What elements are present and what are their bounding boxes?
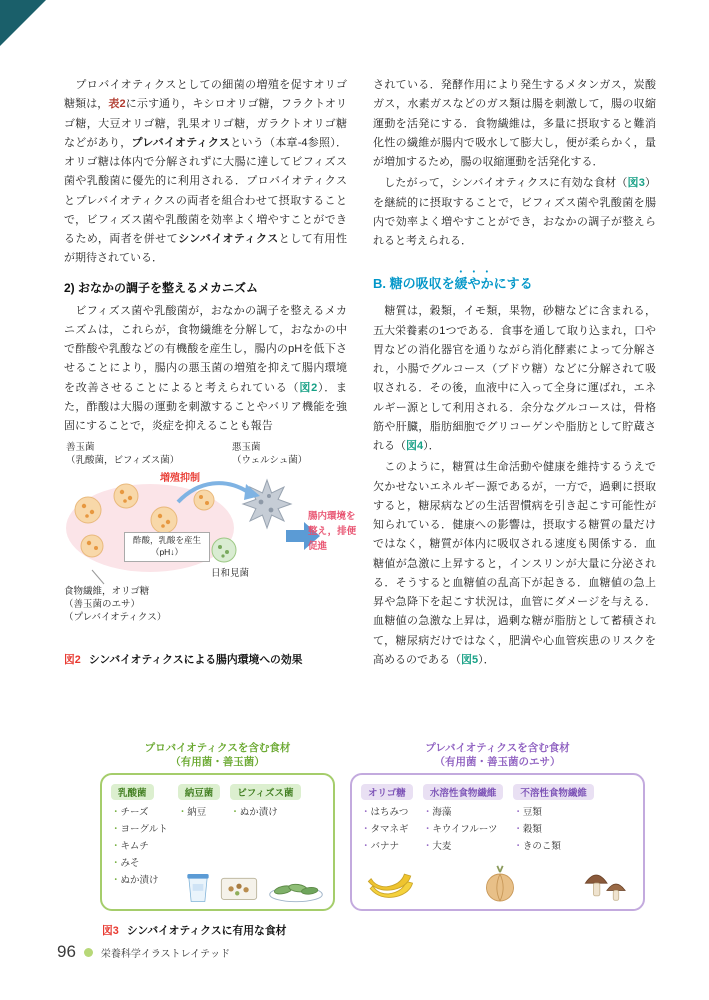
food-group-header: オリゴ糖 xyxy=(361,784,413,800)
neutral-bacteria-label: 日和見菌 xyxy=(210,568,249,580)
body-paragraph: したがって，シンバイオティクスに有効な食材（図3）を継続的に摂取することで，ビフィズス菌や乳酸菌を腸内で効率よく増やすことができ，おなかの調子が整えられると考えられる． xyxy=(373,177,656,247)
figure2-caption: 図2 シンバイオティクスによる腸内環境への効果 xyxy=(64,654,303,667)
suppression-label: 増殖抑制 xyxy=(160,473,200,485)
page-footer xyxy=(57,942,230,962)
neutral-bacteria-cell xyxy=(212,538,236,562)
food-list: ・ はちみつ ・ タマネギ ・ バナナ xyxy=(361,804,413,852)
acid-production-box: 酢酸，乳酸を産生（pH↓） xyxy=(124,532,210,562)
onion-icon xyxy=(482,863,518,903)
food-list: ・ 海藻 ・ キウイフルーツ ・ 大麦 xyxy=(423,804,504,852)
food-group-header: 納豆菌 xyxy=(178,784,221,800)
food-group-oligo xyxy=(361,783,413,852)
figure2-number: 図2 xyxy=(64,654,81,667)
food-list: ・ 納豆 xyxy=(178,804,221,818)
section-heading-2: 2) おなかの調子を整えるメカニズム xyxy=(64,280,259,295)
body-paragraph: プロバイオティクスとしての細菌の増殖を促すオリゴ糖類は，表2に示す通り，キシロオリゴ糖，フラクトオリゴ糖，大豆オリゴ糖，乳果オリゴ糖，ガラクトオリゴ糖などがあり，プレバイオティクスという（本章-4参照）．オリゴ糖は体内で分解されずに大腸に達してビフィズス菌や乳酸菌に優先的に利用される．プロバイオティクスとプレバイオティクスの両者を組合わせて摂取することで，ビフィズス菌や乳酸菌を効率よく増やすことができるため，両者を併せてシンバイオティクスとして有用性が期待されている． xyxy=(64,79,348,265)
prebiotics-box xyxy=(350,773,645,911)
figure-2-diagram xyxy=(64,442,357,644)
footer-series-label: 栄養科学イラストレイテッド xyxy=(100,948,231,960)
body-paragraph: 糖質は，穀類，イモ類，果物，砂糖などに含まれる，五大栄養素の1つである．食事を通して取り込まれ，口や胃などの消化器官を通りながら消化酵素によって分解され，小腸でグルコース（ブドウ糖）などに分解されて吸収される．その後，血液中に入って全身に運ばれ，エネルギー源として利用される．余分なグルコースは，骨格筋や肝臓，脂肪細胞でグリコーゲンや脂肪として貯蔵される（図4）． xyxy=(373,305,656,452)
food-group-soluble-fiber xyxy=(423,783,504,852)
two-column-text xyxy=(64,76,656,672)
food-group-header: 水溶性食物繊維 xyxy=(423,784,504,800)
footer-dot-icon xyxy=(84,948,93,957)
body-paragraph: されている．発酵作用により発生するメタンガス，炭酸ガス，水素ガスなどのガス類は腸を刺激して，腸の収縮運動を活発にする．食物繊維は，多量に摂取すると難消化性の繊維が腸内で吸水して膨大し，便が柔らかく，量が増加するため，腸の収縮運動を活発化する． xyxy=(373,79,656,168)
food-list: ・ 豆類 ・ 穀類 ・ きのこ類 xyxy=(513,804,594,852)
banana-icon xyxy=(364,867,416,903)
pickles-plate-icon xyxy=(267,875,325,903)
left-column xyxy=(64,76,357,672)
probiotics-box xyxy=(100,773,335,911)
good-bacteria-label: 善玉菌 （乳酸菌，ビフィズス菌） xyxy=(66,442,180,467)
bad-bacteria-star xyxy=(243,480,291,528)
food-group-header: 不溶性食物繊維 xyxy=(513,784,594,800)
body-paragraph: ビフィズス菌や乳酸菌が，おなかの調子を整えるメカニズムは，これらが，食物繊維を分解して，おなかの中で酢酸や乳酸などの有機酸を産生し，腸内のpHを低下させることにより，腸内の悪玉菌の増殖を抑えて腸内環境を改善させることによると考えられている（図2）．また，酢酸は大腸の運動を刺激することやバリア機能を強固にすることで，炎症を抑えることも報告 xyxy=(64,304,347,432)
fiber-label: 食物繊維，オリゴ糖 （善玉菌のエサ） （プレバイオティクス） xyxy=(64,586,167,623)
probiotics-title: プロバイオティクスを含む食材 （有用菌・善玉菌） xyxy=(144,742,291,768)
figure3-number: 図3 xyxy=(102,925,119,938)
prebiotics-illustrations xyxy=(364,863,631,903)
corner-decoration xyxy=(0,0,46,46)
body-paragraph: このように，糖質は生命活動や健康を維持するうえで欠かせないエネルギー源であるが，一方で，過剰に摂取すると，糖尿病などの生活習慣病を引き起こす可能性が知られている．健康への影響は，摂取する糖質の量だけではなく，糖質が体内に吸収される速度も関係する．血糖値が急激に上昇すると，インスリンが大量に分泌される．そうすると血糖値の乱高下が起きる．血糖値の急上昇や急降下を起こす状況は，血管にダメージを与える．血糖値の急激な上昇は，過剰な糖が脂肪として蓄積されて，糖尿病だけではなく，肥満や心血管疾患のリスクを高めるのである（図5）． xyxy=(373,461,656,666)
food-group-lactic xyxy=(111,783,168,886)
figure-3-section xyxy=(100,742,645,938)
page-number: 96 xyxy=(57,942,76,961)
yogurt-icon xyxy=(185,871,211,903)
food-list: ・ チーズ ・ ヨーグルト ・ キムチ ・ みそ ・ ぬか漬け xyxy=(111,804,168,886)
food-group-header: 乳酸菌 xyxy=(111,784,154,800)
food-group-header: ビフィズス菌 xyxy=(230,784,300,800)
probiotics-illustrations xyxy=(185,871,325,903)
fiber-pointer-line xyxy=(92,570,104,584)
right-column xyxy=(373,76,656,672)
section-heading-B: B. 糖の吸収を緩やかにする xyxy=(373,276,533,292)
mushroom-icon xyxy=(583,867,631,903)
prebiotics-title: プレバイオティクスを含む食材 （有用菌・善玉菌のエサ） xyxy=(425,742,570,768)
food-group-insoluble-fiber xyxy=(513,783,594,852)
effect-label: 腸内環境を整え，排便促進 xyxy=(308,511,357,552)
figure3-caption: 図3 シンバイオティクスに有用な食材 xyxy=(102,925,287,938)
natto-pack-icon xyxy=(219,873,259,903)
food-list: ・ ぬか漬け xyxy=(230,804,300,818)
bad-bacteria-label: 悪玉菌 （ウェルシュ菌） xyxy=(232,442,308,467)
